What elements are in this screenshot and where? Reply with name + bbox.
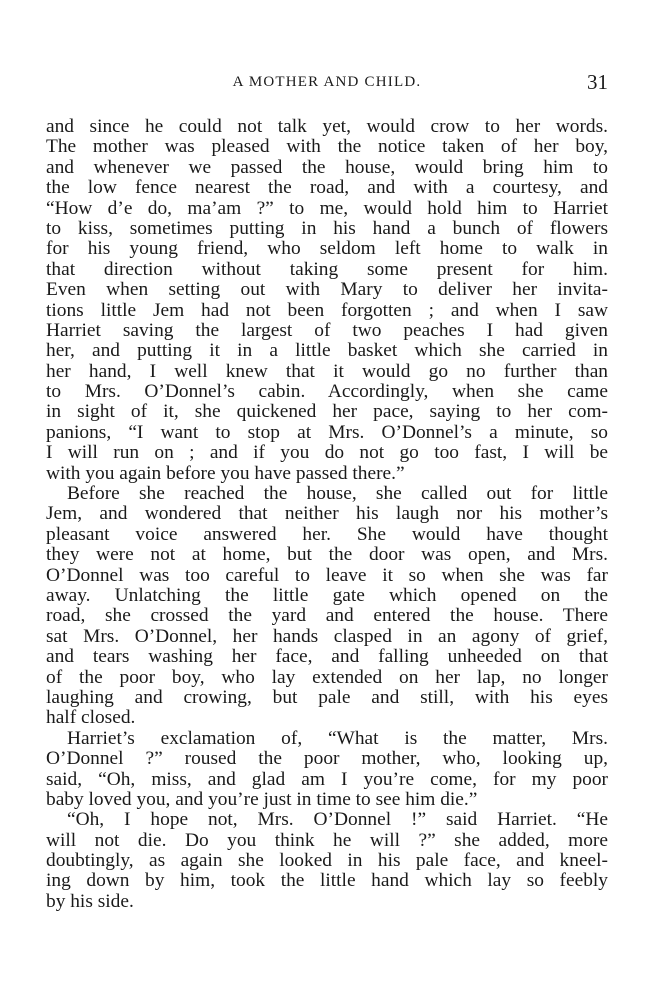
paragraph xyxy=(46,117,608,484)
text-line: to Mrs. O’Donnel’s cabin. Accordingly, when she came xyxy=(46,381,608,403)
text-line: baby loved you, and you’re just in time to see him die.” xyxy=(46,788,478,810)
text-line: Harriet’s exclamation of, “What is the matter, Mrs. xyxy=(67,727,608,749)
text-line: “How d’e do, ma’am ?” to me, would hold him to Harriet xyxy=(46,197,608,219)
text-line: Even when setting out with Mary to deliver her invita- xyxy=(46,279,608,301)
page-header xyxy=(46,70,608,100)
text-line: pleasant voice answered her. She would have thought xyxy=(46,523,608,545)
text-line: Before she reached the house, she called out for little xyxy=(67,483,608,505)
text-line: for his young friend, who seldom left home to walk in xyxy=(46,238,608,260)
text-line: will not die. Do you think he will ?” she added, more xyxy=(46,829,608,851)
paragraph xyxy=(46,729,608,811)
page-number: 31 xyxy=(587,70,608,94)
text-line: her, and putting it in a little basket which she carried in xyxy=(46,340,608,362)
text-line: panions, “I want to stop at Mrs. O’Donnel’s a minute, so xyxy=(46,421,608,443)
body-text xyxy=(46,117,608,912)
paragraph xyxy=(46,810,608,912)
text-line: Jem, and wondered that neither his laugh nor his mother’s xyxy=(46,503,608,525)
text-line: tions little Jem had not been forgotten ; and when I saw xyxy=(46,299,608,321)
running-title: A MOTHER AND CHILD. xyxy=(232,74,422,90)
text-line: ing down by him, took the little hand which lay so feebly xyxy=(46,870,608,892)
text-line: by his side. xyxy=(46,890,134,912)
text-line: her hand, I well knew that it would go no further than xyxy=(46,360,608,382)
text-line: sat Mrs. O’Donnel, her hands clasped in an agony of grief, xyxy=(46,625,608,647)
text-line: doubtingly, as again she looked in his pale face, and kneel- xyxy=(46,850,608,872)
text-line: road, she crossed the yard and entered the house. There xyxy=(46,605,608,627)
text-line: “Oh, I hope not, Mrs. O’Donnel !” said Harriet. “He xyxy=(67,809,608,831)
text-line: that direction without taking some present for him. xyxy=(46,258,608,280)
text-line: laughing and crowing, but pale and still, with his eyes xyxy=(46,686,608,708)
text-line: to kiss, sometimes putting in his hand a bunch of flowers xyxy=(46,217,608,239)
text-line: and since he could not talk yet, would crow to her words. xyxy=(46,116,608,137)
text-line: I will run on ; and if you do not go too fast, I will be xyxy=(46,442,608,464)
text-line: the low fence nearest the road, and with a courtesy, and xyxy=(46,177,608,199)
text-line: half closed. xyxy=(46,707,136,729)
text-line: and whenever we passed the house, would bring him to xyxy=(46,156,608,178)
text-line: in sight of it, she quickened her pace, saying to her com- xyxy=(46,401,608,423)
text-line: The mother was pleased with the notice taken of her boy, xyxy=(46,136,608,158)
text-line: they were not at home, but the door was open, and Mrs. xyxy=(46,544,608,566)
text-line: and tears washing her face, and falling unheeded on that xyxy=(46,646,608,668)
text-line: O’Donnel ?” roused the poor mother, who, looking up, xyxy=(46,748,608,770)
text-line: away. Unlatching the little gate which opened on the xyxy=(46,584,608,606)
paragraph xyxy=(46,484,608,729)
text-line: with you again before you have passed there.” xyxy=(46,462,405,484)
text-line: Harriet saving the largest of two peaches I had given xyxy=(46,319,608,341)
text-line: said, “Oh, miss, and glad am I you’re come, for my poor xyxy=(46,768,608,790)
text-line: of the poor boy, who lay extended on her lap, no longer xyxy=(46,666,608,688)
text-line: O’Donnel was too careful to leave it so when she was far xyxy=(46,564,608,586)
